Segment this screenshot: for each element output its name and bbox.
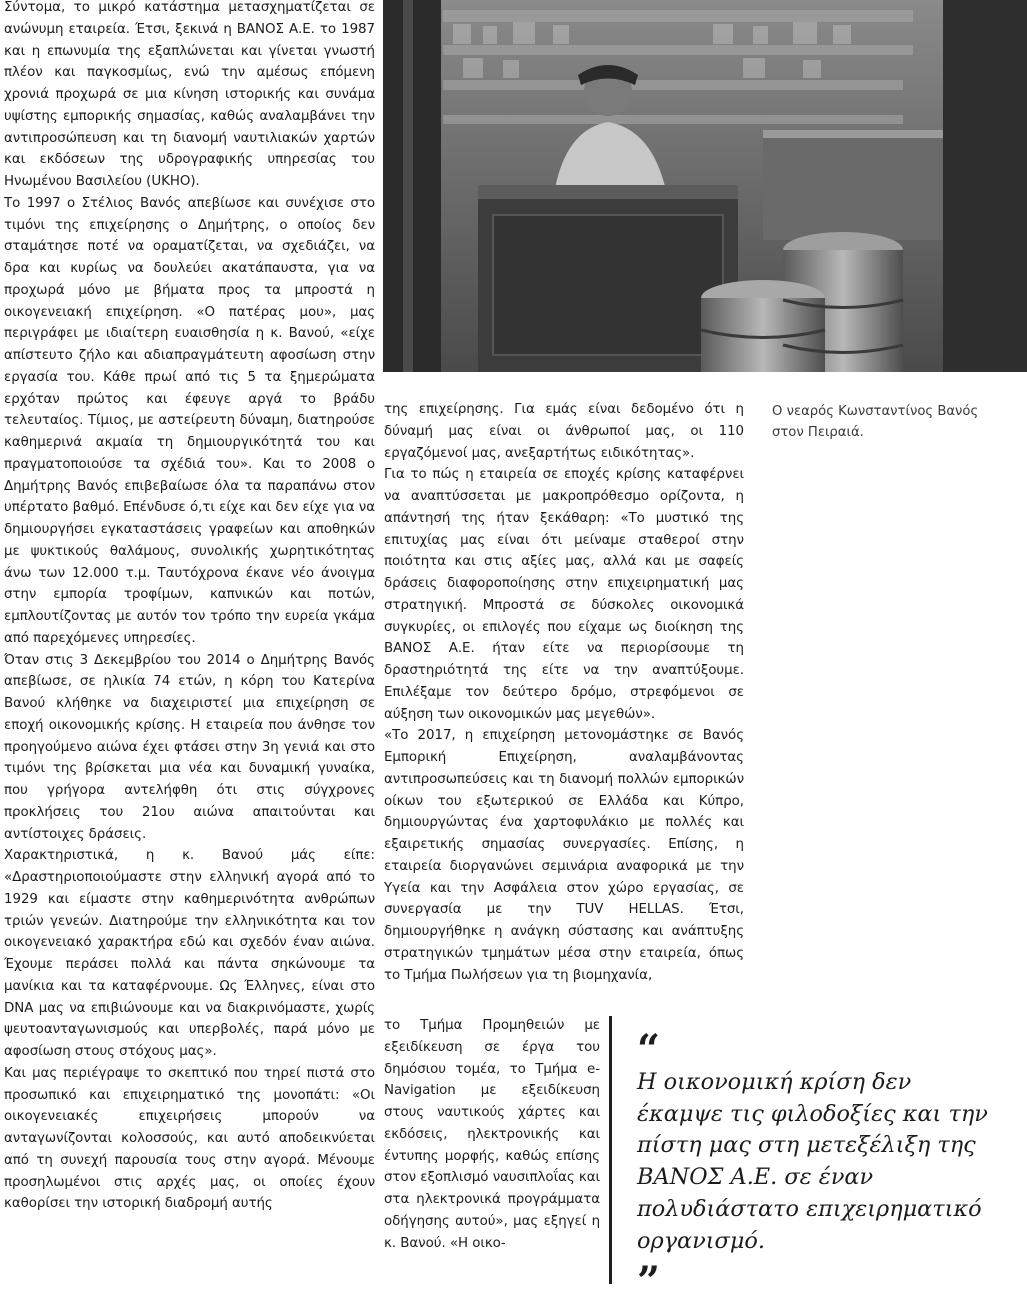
article-column-left [4,0,375,1215]
article-paragraph: Το 1997 ο Στέλιος Βανός απεβίωσε και συνέχισε στο τιμόνι της επιχείρησης ο Δημήτρης, ο οποίος δεν σταμάτησε ποτέ να οραματίζεται, να σχεδιάζει, να δρα και κυρίως να δουλεύει ακατάπαυστα, για να προχωρά μόνο με βήματα προς τα μπροστά η οικογενειακή επιχείρηση. «Ο πατέρας μου», μας περιγράφει με ιδιαίτερη ευαισθησία η κ. Βανού, «είχε απίστευτο ζήλο και αδιαπραγμάτευτη αφοσίωση στην εργασία του. Κάθε πρωί από τις 5 τα ξημερώματα ερχόταν πρώτος και έφευγε αργά το βράδυ τελευταίος. Τίμιος, με αστείρευτη δύναμη, διατηρούσε καθημερινά ακμαία τη δημιουργικότητά του και πραγματοποιούσε τα σχέδιά του». Και το 2008 ο Δημήτρης Βανός επιβεβαίωσε όλα τα παραπάνω στον υπέρτατο βαθμό. Επένδυσε ό,τι είχε και δεν είχε για να δημιουργήσει εγκαταστάσεις γραφείων και αποθηκών με ψυκτικούς θαλάμους, συνολικής χωρητικότητας άνω των 12.000 τ.μ. Ταυτόχρονα έκανε νέο άνοιγμα στην εμπορία τροφίμων, καπνικών και ποτών, εμπλουτίζοντας με αυτόν τον τρόπο την ευρεία γκάμα από παρεχόμενες υπηρεσίες. [4,195,375,646]
article-column-middle-narrow [384,1015,600,1254]
article-paragraph: Και μας περιέγραψε το σκεπτικό που τηρεί πιστά στο προσωπικό και επιχειρηματικό της μονοπάτι: «Οι οικογενειακές επιχειρήσεις μπορούν να ανταγωνίζονται κολοσσούς, και αυτό αποδεικνύεται από τη συνεχή παρουσία τους στην αγορά. Μένουμε προσηλωμένοι στις αρχές μας, οι οποίες έχουν καθορίσει την ιστορική διαδρομή αυτής [4,1065,375,1212]
article-paragraph: το Τμήμα Προμηθειών με εξειδίκευση σε έργα του δημόσιου τομέα, το Τμήμα e-Navigation με εξειδίκευση στους ναυτικούς χάρτες και εκδόσεις, ηλεκτρονικής και έντυπης μορφής, καθώς επίσης στον εξοπλισμό ναυσιπλοΐας και στα ηλεκτρονικά προγράμματα οδήγησης αυτού», μας εξηγεί η κ. Βανού. «Η οικο- [384,1018,600,1251]
article-paragraph: Για το πώς η εταιρεία σε εποχές κρίσης καταφέρνει να αναπτύσσεται με μακροπρόθεσμο ορίζοντα, η απάντησή της ήταν ξεκάθαρη: «Το μυστικό της επιτυχίας μας είναι ότι μείναμε σταθεροί στην ποιότητα και στις αξίες μας, αλλά και με σαφείς δράσεις διαφοροποίησης στην επιχειρηματική μας στρατηγική. Μπροστά σε δύσκολες οικονομικά συγκυρίες, οι επιλογές που είχαμε ως διοίκηση της ΒΑΝΟΣ Α.Ε. ήταν είτε να περιορίσουμε τη δραστηριότητά της είτε να την αναπτύξουμε. Επιλέξαμε τον δεύτερο δρόμο, στρεφόμενοι σε αύξηση των οικονομικών μας μεγεθών». [384,467,744,722]
photo-caption: Ο νεαρός Κωνσταντίνος Βανός στον Πειραιά. [772,404,979,440]
article-paragraph: Σύντομα, το μικρό κατάστημα μετασχηματίζεται σε ανώνυμη εταιρεία. Έτσι, ξεκινά η ΒΑΝΟΣ Α.Ε. το 1987 και η επωνυμία της εξαπλώνεται και γίνεται γνωστή πλέον και παγκοσμίως, ενώ την αμέσως επόμενη χρονιά προχωρά σε μια κίνηση ιστορικής και συνάμα υψίστης εμπορικής σημασίας, καθώς αναλαμβάνει την αντιπροσώπευση και τη διανομή ναυτιλιακών χαρτών και εκδόσεων της υδρογραφικής υπηρεσίας του Ηνωμένου Βασιλείου (UKHO). [4,0,375,189]
quote-close-icon: ” [637,1258,661,1305]
article-column-middle [384,399,744,986]
quote-open-icon: “ [637,1026,661,1073]
article-paragraph: της επιχείρησης. Για εμάς είναι δεδομένο ότι η δύναμή μας είναι οι άνθρωποί μας, οι 110 εργαζόμενοί μας, ανεξαρτήτως ειδικότητας». [384,402,744,461]
article-paragraph: «Το 2017, η επιχείρηση μετονομάστηκε σε Βανός Εμπορική Επιχείρηση, αναλαμβάνοντας αντιπροσωπεύσεις και τη διανομή πολλών εμπορικών οίκων του εξωτερικού σε Ελλάδα και Κύπρο, δημιουργώντας ένα χαρτοφυλάκιο με πολλές και εξαιρετικής σημασίας συνεργασίες. Επίσης, η εταιρεία διοργανώνει σεμινάρια αναφορικά με την Υγεία και την Ασφάλεια στον χώρο εργασίας, σε συνεργασία με την TUV HELLAS. Έτσι, δημιουργήθηκε η ανάγκη σύστασης και ανάπτυξης στρατηγικών τμημάτων μέσα στην εταιρεία, όπως το Τμήμα Πωλήσεων για τη βιομηχανία, [384,728,744,983]
pullquote-text: Η οικονομική κρίση δεν έκαμψε τις φιλοδοξίες και την πίστη μας στη μετεξέλιξη της ΒΑΝΟΣ Α.Ε. σε έναν πολυδιάστατο επιχειρηματικό οργανισμό. [637,1069,988,1254]
article-paragraph: Χαρακτηριστικά, η κ. Βανού μάς είπε: «Δραστηριοποιούμαστε στην ελληνική αγορά από το 1929 και είμαστε στην καθημερινότητα ανθρώπων τριών γενεών. Διατηρούμε την ελληνικότητα και τον οικογενειακό χαρακτήρα εδώ και σχεδόν έναν αιώνα. Έχουμε περάσει πολλά και πάντα σηκώνουμε τα μανίκια και τα καταφέρνουμε. Ως Έλληνες, είναι στο DNA μας να επιβιώνουμε και να διακρινόμαστε, χωρίς ψευτοανταγωνισμούς και υπερβολές, παρά μόνο με αφοσίωση στους στόχους μας». [4,848,375,1059]
article-paragraph: Όταν στις 3 Δεκεμβρίου του 2014 ο Δημήτρης Βανός απεβίωσε, σε ηλικία 74 ετών, η κόρη του Κατερίνα Βανού κλήθηκε να διαχειριστεί μια επιχείρηση σε εποχή οικονομικής κρίσης. Η εταιρεία που άνθησε τον προηγούμενο αιώνα έχει φτάσει στην 3η γενιά και στο τιμόνι της βρίσκεται μια νέα και δυναμική γυναίκα, που γρήγορα αντελήφθη ότι στις σύγχρονες προκλήσεις του 21ου αιώνα απαιτούνται και αντίστοιχες δράσεις. [4,652,375,842]
historic-shop-photo [383,0,1027,372]
pullquote-divider [609,1016,612,1284]
